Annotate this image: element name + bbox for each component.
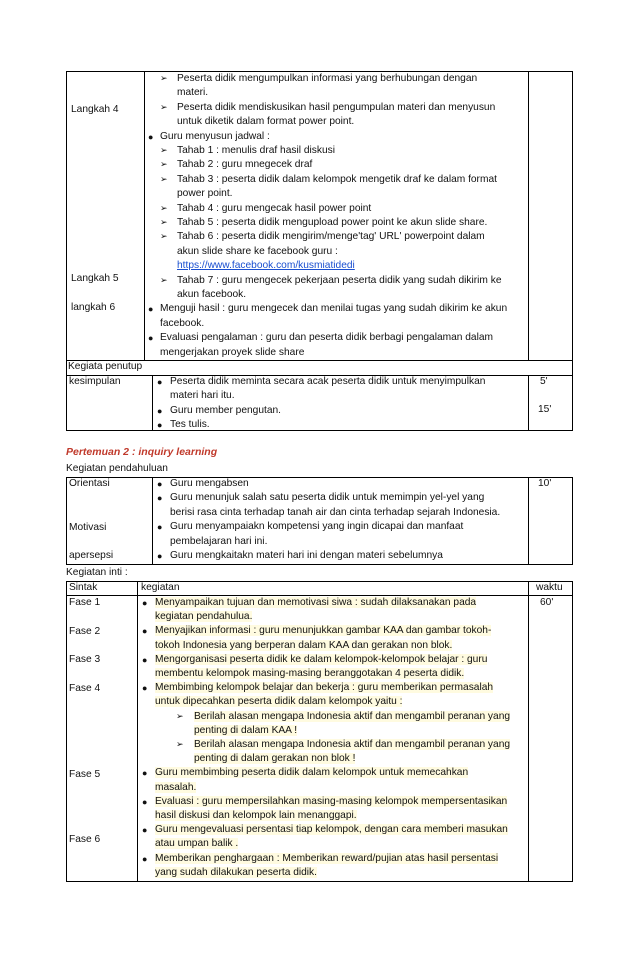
content-line: penting di dalam gerakan non blok ! — [194, 753, 356, 765]
content-line: kegiatan pendahulua. — [155, 611, 253, 623]
bullet-icon: ● — [157, 420, 163, 431]
langkah-5-label: Langkah 5 — [71, 273, 119, 284]
bullet-icon: ● — [142, 825, 148, 836]
content-line: mengerjakan proyek slide share — [160, 346, 305, 358]
content-line: Evaluasi : guru mempersilahkan masing-masing kelompok mempersentasikan — [155, 795, 508, 807]
content-line: Tahab 4 : guru mengecak hasil power point — [177, 202, 372, 214]
penutup-heading: Kegiata penutup — [68, 361, 143, 372]
content-line: Tahab 7 : guru mengecek pekerjaan peserta didik yang sudah dikirim ke — [177, 274, 502, 286]
content-line: Memberikan penghargaan : Memberikan reward/pujian atas hasil persentasi — [155, 852, 499, 864]
fase-3: Fase 3 — [69, 654, 101, 665]
bullet-icon: ● — [157, 479, 163, 489]
apersepsi-label: apersepsi — [69, 550, 114, 561]
content-line: Mengorganisasi peserta didik ke dalam kelompok-kelompok belajar : guru — [155, 653, 488, 665]
bullet-icon: ● — [148, 333, 154, 344]
fase-5: Fase 5 — [69, 769, 101, 780]
bullet-icon: ● — [157, 551, 163, 561]
content-line: Berilah alasan mengapa Indonesia aktif dan mengambil peranan yang — [194, 739, 511, 750]
content-line: membentu kelompok masing-masing beranggotakan 4 peserta didik. — [155, 668, 465, 679]
arrow-bullet-icon: ➢ — [160, 202, 168, 213]
content-line: Membimbing kelompok belajar dan bekerja : guru memberikan permasalah — [155, 682, 494, 694]
orientasi-label: Orientasi — [69, 478, 110, 489]
fase-4: Fase 4 — [69, 683, 101, 694]
arrow-bullet-icon: ➢ — [160, 145, 168, 155]
fase-6: Fase 6 — [69, 834, 101, 845]
arrow-bullet-icon: ➢ — [160, 274, 168, 285]
content-line: Menyajikan informasi : guru menunjukkan gambar KAA dan gambar tokoh- — [155, 625, 492, 637]
content-line: materi. — [177, 87, 209, 99]
time-60: 60' — [540, 597, 554, 608]
langkah-6-label: langkah 6 — [71, 302, 116, 313]
content-line: Guru member pengutan. — [170, 404, 281, 416]
col-sintak: Sintak — [69, 582, 98, 593]
facebook-link[interactable]: https://www.facebook.com/kusmiatidedi — [177, 260, 355, 272]
arrow-bullet-icon: ➢ — [160, 217, 168, 227]
content-line: Guru mengevaluasi persentasi tiap kelompok, dengan cara memberi masukan — [155, 824, 508, 836]
arrow-bullet-icon: ➢ — [176, 710, 184, 721]
content-line: Evaluasi pengalaman : guru dan peserta didik berbagi pengalaman dalam — [160, 332, 494, 344]
content-line: untuk dipecahkan peserta didik dalam kelompok yaitu : — [155, 696, 403, 708]
content-line: Peserta didik mengumpulkan informasi yang berhubungan dengan — [177, 73, 478, 84]
arrow-bullet-icon: ➢ — [160, 159, 168, 170]
content-line: power point. — [177, 188, 233, 200]
content-line: Guru mengabsen — [170, 478, 249, 489]
arrow-bullet-icon: ➢ — [160, 73, 168, 83]
bullet-icon: ● — [148, 131, 154, 142]
content-line: yang sudah dilakukan peserta didik. — [155, 866, 317, 878]
content-line: materi hari itu. — [170, 390, 235, 402]
content-line: Menyampaikan tujuan dan memotivasi siwa : sudah dilaksanakan pada — [155, 597, 477, 608]
content-line: Tahab 3 : peserta didik dalam kelompok mengetik draf ke dalam format — [177, 173, 497, 185]
langkah-4-label: Langkah 4 — [71, 104, 119, 115]
fase-2: Fase 2 — [69, 626, 101, 637]
content-line: facebook. — [160, 317, 205, 329]
content-line: Guru mengkaitakn materi hari ini dengan materi sebelumnya — [170, 550, 443, 561]
bullet-icon: ● — [157, 493, 163, 504]
arrow-bullet-icon: ➢ — [160, 173, 168, 184]
content-line: untuk diketik dalam format power point. — [177, 116, 355, 128]
content-line: tokoh Indonesia yang berperan dalam KAA dan gerakan non blok. — [155, 639, 453, 651]
bullet-icon: ● — [157, 377, 163, 387]
content-line: Tahab 2 : guru mnegecek draf — [177, 159, 313, 171]
content-line: Peserta didik meminta secara acak peserta didik untuk menyimpulkan — [170, 376, 486, 387]
inti-heading: Kegiatan inti : — [66, 567, 128, 578]
content-line: berisi rasa cinta terhadap tanah air dan cinta terhadap sejarah Indonesia. — [170, 506, 501, 518]
bullet-icon: ● — [142, 626, 148, 637]
content-line: penting di dalam KAA ! — [194, 724, 298, 736]
content-line: pembelajaran hari ini. — [170, 535, 268, 547]
content-line: Tahab 6 : peserta didik mengirim/menge'tag' URL' powerpoint dalam — [177, 231, 485, 243]
content-line: akun slide share ke facebook guru : — [177, 245, 338, 257]
fase-1: Fase 1 — [69, 597, 101, 608]
bullet-icon: ● — [142, 768, 148, 779]
arrow-bullet-icon: ➢ — [176, 739, 184, 749]
bullet-icon: ● — [142, 796, 148, 807]
motivasi-label: Motivasi — [69, 522, 107, 533]
col-waktu: waktu — [536, 582, 563, 593]
content-line: Tahab 5 : peserta didik mengupload power point ke akun slide share. — [177, 217, 488, 228]
content-line: Peserta didik mendiskusikan hasil pengumpulan materi dan menyusun — [177, 101, 496, 113]
bullet-icon: ● — [148, 304, 154, 315]
content-line: Tes tulis. — [170, 419, 210, 431]
col-kegiatan: kegiatan — [141, 582, 180, 593]
bullet-icon: ● — [142, 598, 148, 608]
pendahuluan-heading: Kegiatan pendahuluan — [66, 463, 168, 474]
arrow-bullet-icon: ➢ — [160, 231, 168, 242]
content-line: Guru menunjuk salah satu peserta didik untuk memimpin yel-yel yang — [170, 492, 485, 504]
time-10: 10' — [538, 478, 552, 489]
content-line: hasil diskusi dan kelompok lain menanggapi. — [155, 810, 357, 821]
kesimpulan-label: kesimpulan — [69, 376, 121, 387]
bullet-icon: ● — [142, 654, 148, 665]
bullet-icon: ● — [142, 683, 148, 694]
content-line: Berilah alasan mengapa Indonesia aktif dan mengambil peranan yang — [194, 710, 511, 722]
bullet-icon: ● — [142, 853, 148, 864]
bullet-icon: ● — [157, 522, 163, 533]
content-line: Guru menyusun jadwal : — [160, 130, 270, 142]
content-line: Guru menyampaiakn kompetensi yang ingin dicapai dan manfaat — [170, 521, 464, 533]
arrow-bullet-icon: ➢ — [160, 101, 168, 112]
time-15: 15' — [538, 404, 552, 415]
time-5: 5' — [540, 376, 548, 387]
pertemuan-2-title: Pertemuan 2 : inquiry learning — [66, 446, 218, 458]
content-line: Tahab 1 : menulis draf hasil diskusi — [177, 145, 335, 156]
content-line: masalah. — [155, 781, 197, 793]
content-line: Guru membimbing peserta didik dalam kelompok untuk memecahkan — [155, 767, 469, 779]
content-line: atau umpan balik . — [155, 838, 239, 850]
content-line: akun facebook. — [177, 289, 247, 300]
content-line: Menguji hasil : guru mengecek dan menilai tugas yang sudah dikirim ke akun — [160, 303, 508, 315]
bullet-icon: ● — [157, 405, 163, 416]
